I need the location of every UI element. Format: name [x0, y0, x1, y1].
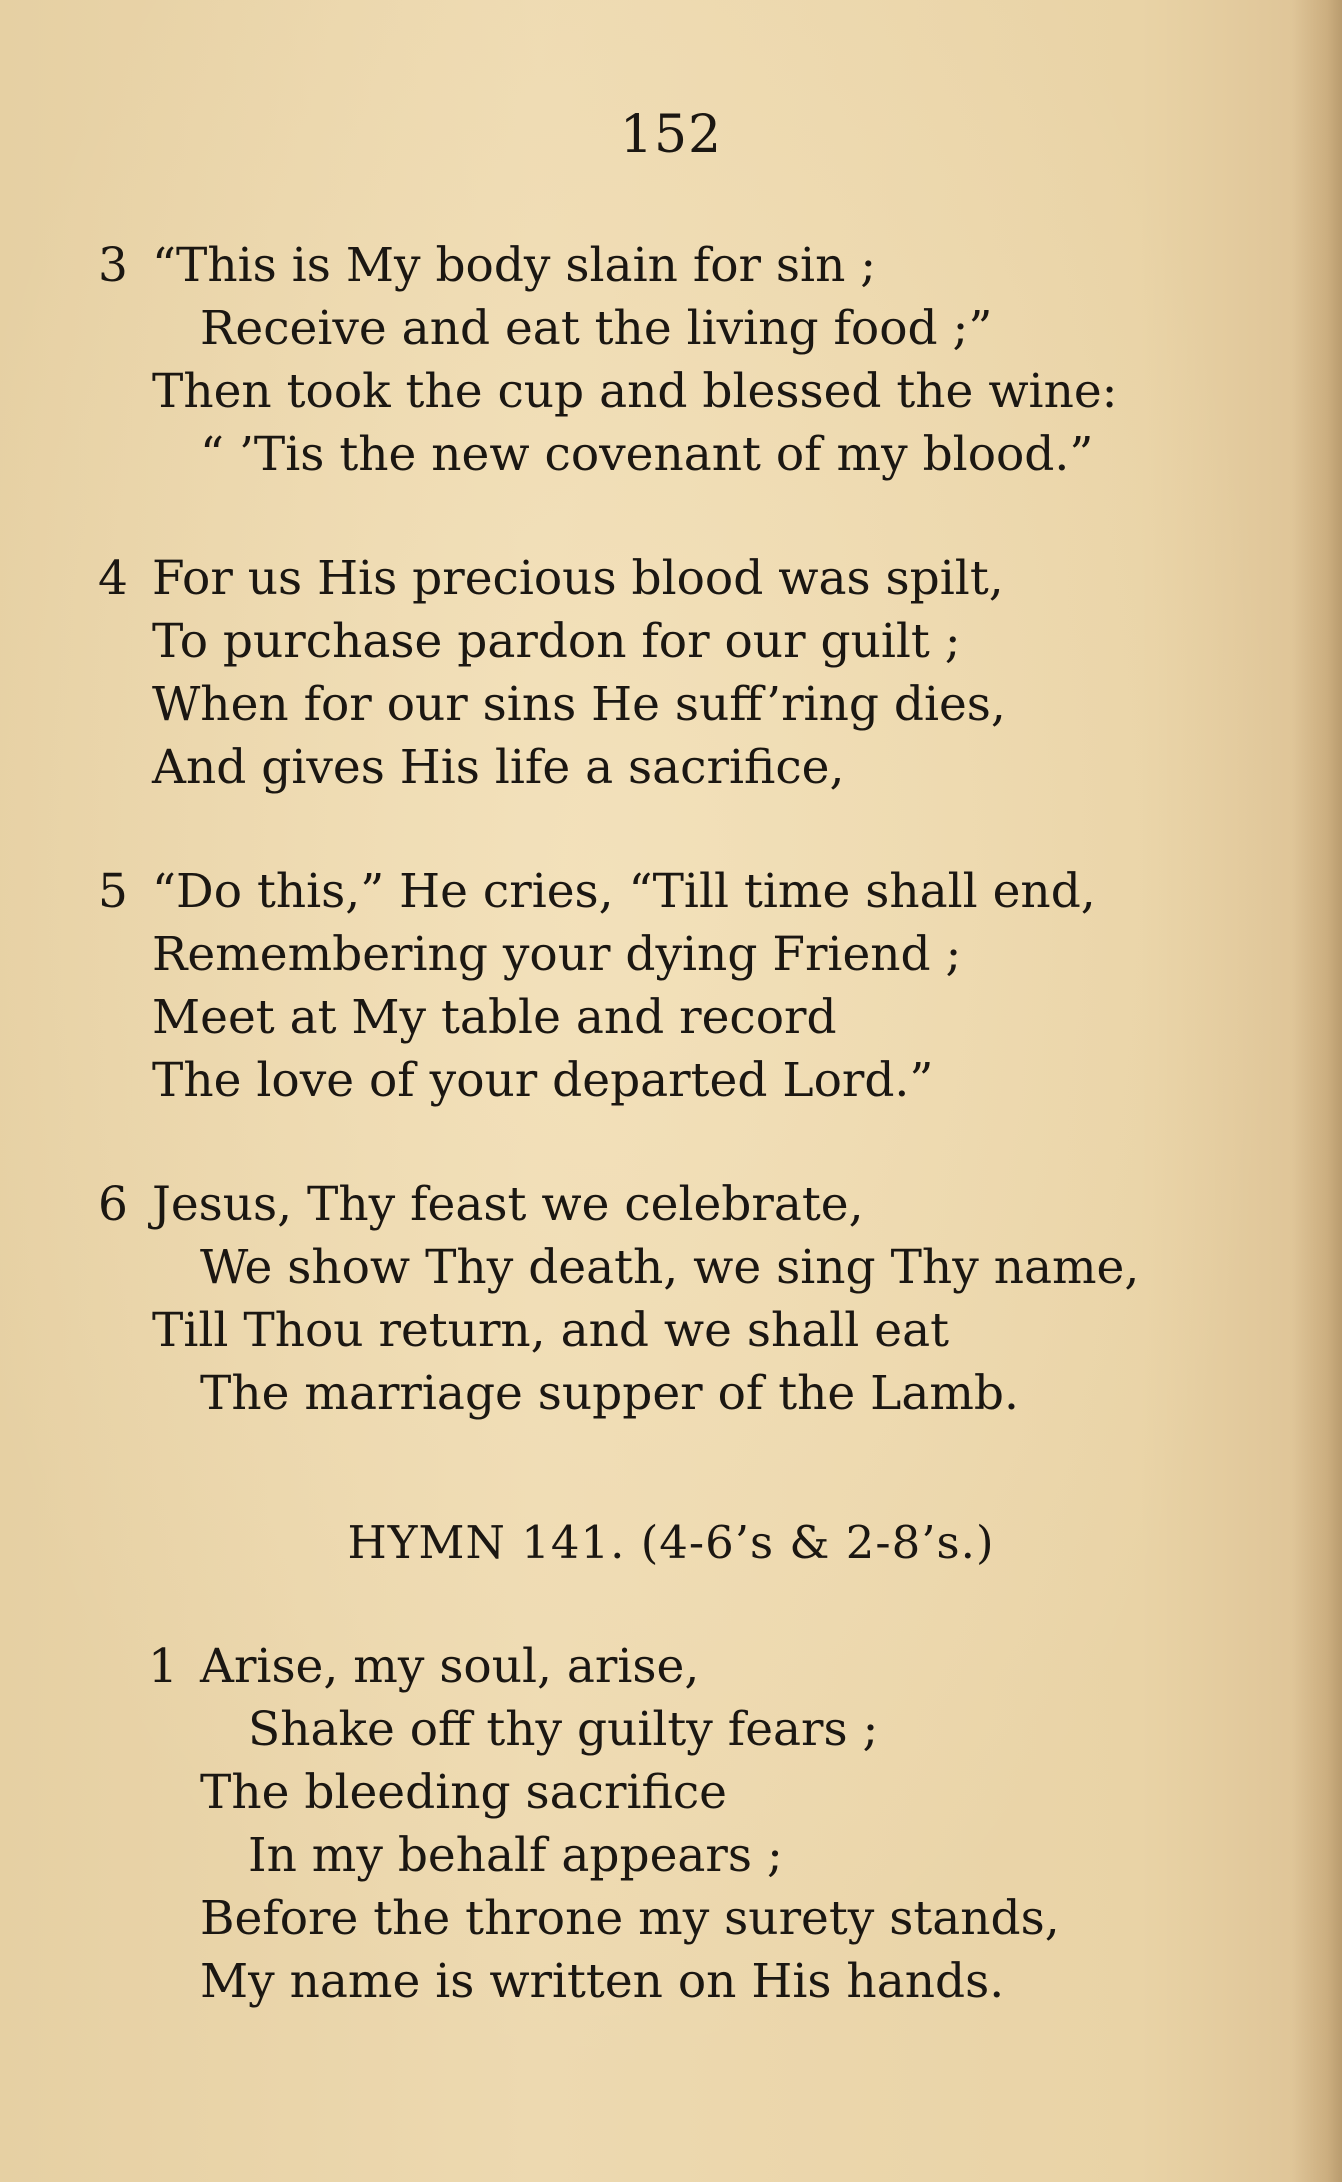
stanza-number: 4: [98, 551, 128, 606]
hymn-title: HYMN 141. (4-6’s & 2-8’s.): [347, 1516, 995, 1569]
stanza-line: Arise, my soul, arise,: [200, 1639, 700, 1694]
stanza-line: In my behalf appears ;: [248, 1828, 783, 1883]
stanza-line: Before the throne my surety stands,: [200, 1891, 1060, 1946]
stanza-number: 6: [98, 1177, 128, 1232]
stanza-line: To purchase pardon for our guilt ;: [152, 614, 961, 669]
stanza-number: 1: [148, 1639, 178, 1694]
stanza-line: “Do this,” He cries, “Till time shall end,: [152, 864, 1096, 919]
page-edge-shadow: [1292, 0, 1342, 2182]
stanza-number: 3: [98, 238, 128, 293]
stanza-line: Then took the cup and blessed the wine:: [152, 364, 1118, 419]
stanza-line: “This is My body slain for sin ;: [152, 238, 877, 293]
stanza-line: Jesus, Thy feast we celebrate,: [152, 1177, 864, 1232]
stanza-line: Receive and eat the living food ;”: [200, 301, 993, 356]
stanza-line: When for our sins He suff’ring dies,: [152, 677, 1006, 732]
stanza-line: And gives His life a sacrifice,: [152, 740, 845, 795]
stanza-line: The marriage supper of the Lamb.: [200, 1366, 1019, 1421]
stanza-line: The bleeding sacrifice: [200, 1765, 727, 1820]
stanza-line: “ ’Tis the new covenant of my blood.”: [200, 427, 1094, 482]
stanza-line: Meet at My table and record: [152, 990, 837, 1045]
stanza-line: Shake off thy guilty fears ;: [248, 1702, 879, 1757]
stanza-line: My name is written on His hands.: [200, 1954, 1005, 2009]
stanza-number: 5: [98, 864, 128, 919]
stanza-line: Remembering your dying Friend ;: [152, 927, 962, 982]
stanza-line: The love of your departed Lord.”: [152, 1053, 934, 1108]
stanza-line: We show Thy death, we sing Thy name,: [200, 1240, 1140, 1295]
page-number: 152: [619, 105, 723, 165]
stanza-line: For us His precious blood was spilt,: [152, 551, 1004, 606]
stanza-line: Till Thou return, and we shall eat: [152, 1303, 950, 1358]
